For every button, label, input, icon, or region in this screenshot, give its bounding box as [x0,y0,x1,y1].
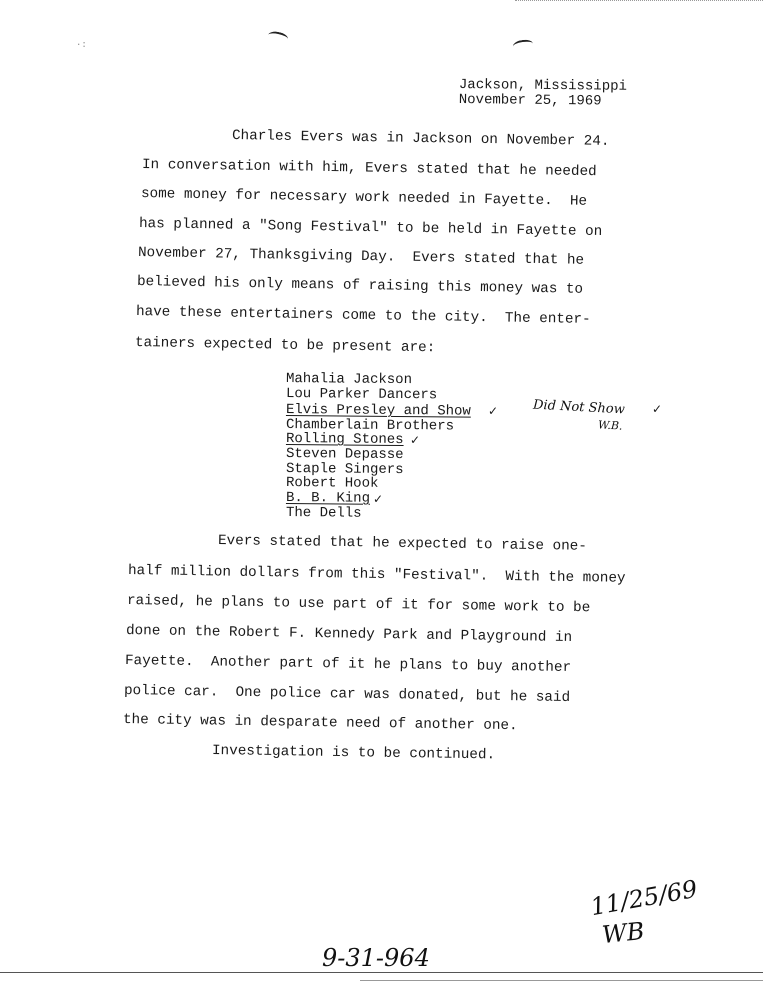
punch-mark-left [267,30,289,44]
entertainer-item-marked: Rolling Stones [285,431,404,449]
paragraph2-line: police car. One police car was donated, but he said [123,683,571,707]
closing-line: Investigation is to be continued. [211,743,496,764]
paragraph2-line: Evers stated that he expected to raise one- [217,533,588,555]
entertainer-item: Staple Singers [285,461,404,479]
entertainer-item: Lou Parker Dancers [285,386,438,404]
top-dotted-edge [515,0,763,1]
handwritten-date: 11/25/69 [588,874,700,922]
check-mark-icon: ✓ [410,433,421,447]
paragraph2-line: raised, he plans to use part of it for some work to be [126,593,591,617]
entertainer-item-marked: B. B. King [285,490,371,507]
paragraph1-line: have these entertainers come to the city. The enter- [135,304,591,328]
bottom-edge-line [0,972,763,973]
paragraph1-line: some money for necessary work needed in Fayette. He [140,186,588,210]
paragraph1-line: believed his only means of raising this money was to [136,274,584,298]
paragraph1-line: Charles Evers was in Jackson on November 24. [231,128,610,150]
entertainer-item: The Dells [285,505,362,522]
handwritten-initials-small: W.B. [597,418,623,433]
paragraph2-line: the city was in desparate need of another one. [122,712,518,735]
handwritten-note: Did Not Show [532,397,626,418]
entertainer-item-marked: Elvis Presley and Show [285,402,471,420]
handwritten-file-number: 9-31-964 [322,944,430,972]
paragraph1-line: In conversation with him, Evers stated that he needed [141,157,597,181]
bottom-edge-line [360,980,763,981]
paragraph1-line: tainers expected to be present are: [134,335,436,357]
place-line: Jackson, Mississippi [458,77,628,95]
date-line: November 25, 1969 [458,91,602,110]
paragraph2-line: half million dollars from this "Festival". With the money [127,563,626,587]
entertainer-item: Chamberlain Brothers [285,417,455,435]
punch-mark-right [512,39,533,52]
entertainer-item: Mahalia Jackson [285,371,413,389]
entertainer-item: Steven Depasse [285,446,404,464]
paragraph1-line: November 27, Thanksgiving Day. Evers stated that he [137,245,585,269]
paragraph2-line: done on the Robert F. Kennedy Park and Playground in [125,623,573,647]
entertainer-item: Robert Hook [285,475,379,492]
handwritten-initials: WB [600,916,646,950]
check-mark-icon: ✓ [373,492,384,506]
paragraph1-line: has planned a "Song Festival" to be held in Fayette on [138,216,603,241]
paragraph2-line: Fayette. Another part of it he plans to buy another [124,653,572,677]
dateline [459,78,627,110]
scan-speck: ·: [76,40,87,50]
check-mark-icon: ✓ [652,402,663,416]
check-mark-icon: ✓ [488,404,499,418]
